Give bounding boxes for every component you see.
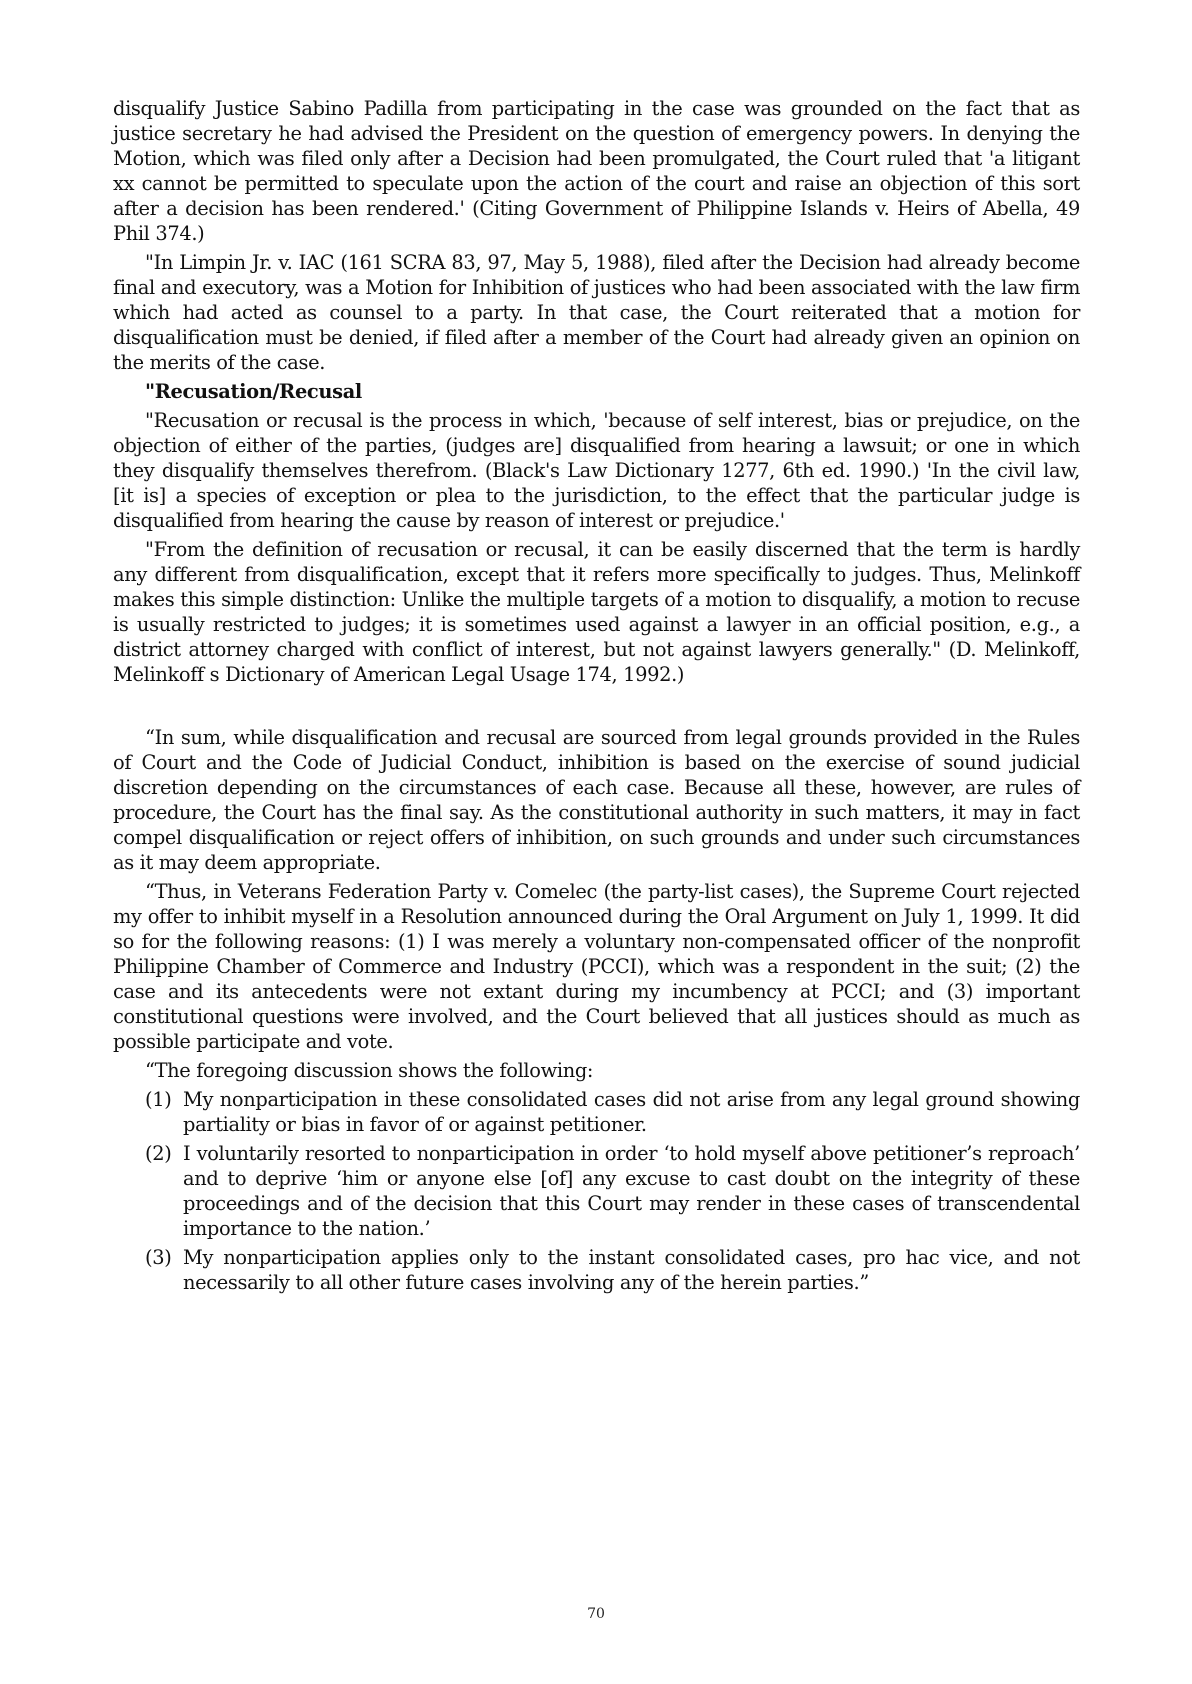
list-item-number: (1)	[145, 1088, 172, 1111]
list-item	[145, 1141, 1080, 1241]
paragraph-foregoing-discussion: “The foregoing discussion shows the following:	[145, 1059, 594, 1082]
section-heading-recusal: "Recusation/Recusal	[145, 380, 362, 403]
list-item	[145, 1087, 1080, 1137]
paragraph-limpin-case: "In Limpin Jr. v. IAC (161 SCRA 83, 97, May 5, 1988), filed after the Decision had already become final and executory, was a Motion for Inhibition of justices who had been associated with the law firm which had acted as counsel to a party. In that case, the Court reiterated that a motion for disqualification must be denied, if filed after a member of the Court had already given an opinion on the merits of the case.	[113, 251, 1080, 374]
paragraph-gap	[113, 691, 1080, 725]
list-item-text: My nonparticipation in these consolidated cases did not arise from any legal ground showing partiality or bias in favor of or against petitioner.	[183, 1088, 1080, 1136]
paragraph-recusal-definition: "Recusation or recusal is the process in which, 'because of self interest, bias or prejudice, on the objection of either of the parties, (judges are] disqualified from hearing a lawsuit; or one in which they disqualify themselves therefrom. (Black's Law Dictionary 1277, 6th ed. 1990.) 'In the civil law, [it is] a species of exception or plea to the jurisdiction, to the effect that the particular judge is disqualified from hearing the cause by reason of interest or prejudice.'	[113, 409, 1080, 532]
list-item-number: (3)	[145, 1246, 172, 1269]
list-item-number: (2)	[145, 1142, 172, 1165]
list-item	[145, 1245, 1080, 1295]
page-number: 70	[587, 1606, 605, 1622]
list-item-text: I voluntarily resorted to nonparticipation in order ‘to hold myself above petitioner’s reproach’ and to deprive ‘him or anyone else [of] any excuse to cast doubt on the integrity of these proceedings and of the decision that this Court may render in these cases of transcendental importance to the nation.’	[183, 1142, 1080, 1240]
list-item-text: My nonparticipation applies only to the instant consolidated cases, pro hac vice, and not necessarily to all other future cases involving any of the herein parties.”	[183, 1246, 1080, 1294]
paragraph-melinkoff-distinction: "From the definition of recusation or recusal, it can be easily discerned that the term is hardly any different from disqualification, except that it refers more specifically to judges. Thus, Melinkoff makes this simple distinction: Unlike the multiple targets of a motion to disqualify, a motion to recuse is usually restricted to judges; it is sometimes used against a lawyer in an official position, e.g., a district attorney charged with conflict of interest, but not against lawyers generally." (D. Melinkoff, Melinkoff s Dictionary of American Legal Usage 174, 1992.)	[113, 538, 1080, 686]
document-body	[113, 96, 1080, 1299]
paragraph-veterans-federation: “Thus, in Veterans Federation Party v. Comelec (the party-list cases), the Supreme Court rejected my offer to inhibit myself in a Resolution announced during the Oral Argument on July 1, 1999. It did so for the following reasons: (1) I was merely a voluntary non-compensated officer of the nonprofit Philippine Chamber of Commerce and Industry (PCCI), which was a respondent in the suit; (2) the case and its antecedents were not extant during my incumbency at PCCI; and (3) important constitutional questions were involved, and the Court believed that all justices should as much as possible participate and vote.	[113, 880, 1080, 1053]
paragraph-padilla-disqualification: disqualify Justice Sabino Padilla from participating in the case was grounded on the fact that as justice secretary he had advised the President on the question of emergency powers. In denying the Motion, which was filed only after a Decision had been promulgated, the Court ruled that 'a litigant xx cannot be permitted to speculate upon the action of the court and raise an objection of this sort after a decision has been rendered.' (Citing Government of Philippine Islands v. Heirs of Abella, 49 Phil 374.)	[113, 97, 1080, 245]
paragraph-in-sum: “In sum, while disqualification and recusal are sourced from legal grounds provided in the Rules of Court and the Code of Judicial Conduct, inhibition is based on the exercise of sound judicial discretion depending on the circumstances of each case. Because all these, however, are rules of procedure, the Court has the final say. As the constitutional authority in such matters, it may in fact compel disqualification or reject offers of inhibition, on such grounds and under such circumstances as it may deem appropriate.	[113, 726, 1080, 874]
